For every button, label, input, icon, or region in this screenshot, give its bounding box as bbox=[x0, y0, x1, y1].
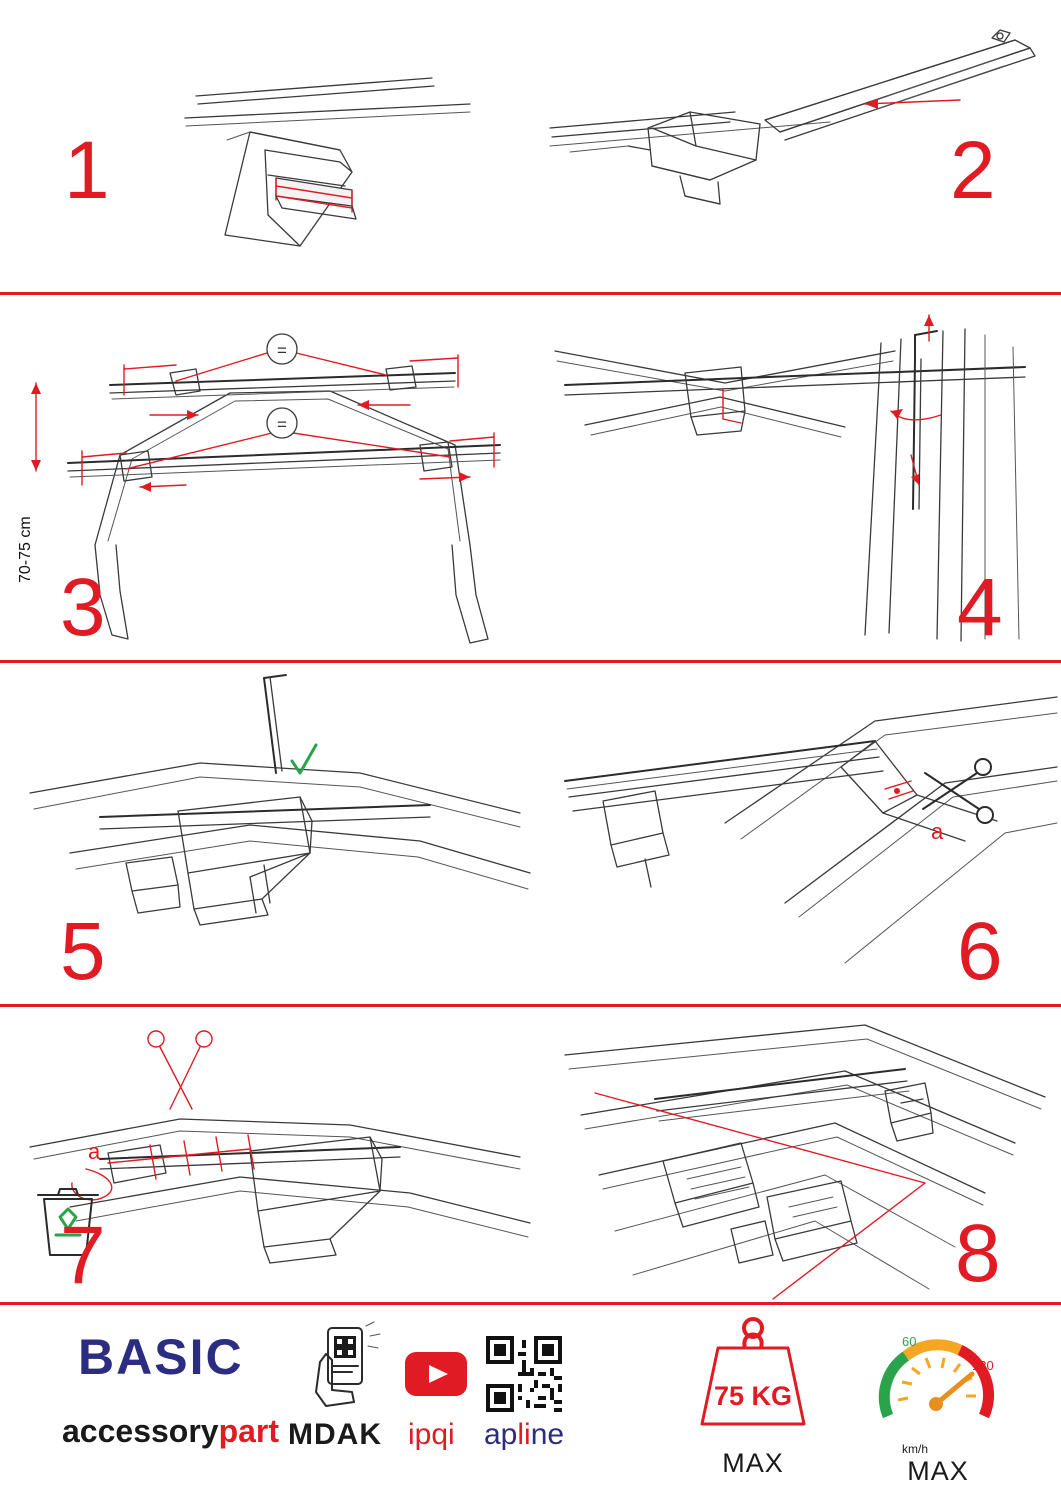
step-3-number: 3 bbox=[60, 562, 106, 653]
max-load-value: 75 KG bbox=[713, 1381, 793, 1411]
step-8-panel bbox=[545, 1007, 1061, 1302]
brand-accessorypart-label: accessorypart bbox=[62, 1413, 280, 1449]
step-5-panel bbox=[0, 663, 545, 1004]
step-2-panel bbox=[530, 0, 1061, 292]
max-speed-icon bbox=[868, 1312, 1008, 1440]
distance-label: 70-75 cm bbox=[17, 516, 34, 583]
speed-unit-label: km/h bbox=[902, 1442, 929, 1456]
step-6-number: 6 bbox=[957, 906, 1003, 997]
step-8-number: 8 bbox=[955, 1208, 1001, 1299]
step-2-number: 2 bbox=[950, 125, 996, 216]
brand-apline-label: apline bbox=[484, 1418, 565, 1451]
svg-text:120: 120 bbox=[972, 1358, 994, 1373]
svg-text:=: = bbox=[277, 415, 287, 434]
step-7-panel bbox=[0, 1007, 545, 1302]
step-1-panel bbox=[0, 0, 530, 292]
svg-text:60: 60 bbox=[902, 1334, 917, 1349]
step-7-number: 7 bbox=[60, 1210, 106, 1301]
step-4-number: 4 bbox=[957, 562, 1003, 653]
step-5-number: 5 bbox=[60, 906, 106, 997]
step-1-number: 1 bbox=[64, 125, 110, 216]
footer bbox=[0, 1300, 1061, 1500]
max-load-label: MAX bbox=[722, 1448, 784, 1478]
label-a: a bbox=[931, 819, 944, 844]
scissors-icon bbox=[148, 1031, 212, 1109]
step-6-panel bbox=[545, 663, 1061, 1004]
svg-text:=: = bbox=[277, 341, 287, 360]
max-speed-label: MAX bbox=[907, 1456, 969, 1486]
hand-scan-qr-icon bbox=[306, 1322, 384, 1410]
youtube-play-icon[interactable] bbox=[405, 1352, 467, 1396]
brand-mdak-label: MDAK bbox=[288, 1418, 382, 1451]
brand-basic-label: BASIC bbox=[78, 1329, 244, 1385]
step-4-panel bbox=[545, 295, 1061, 660]
label-a: a bbox=[88, 1139, 101, 1164]
step-3-panel bbox=[0, 295, 545, 660]
qr-code-icon[interactable] bbox=[486, 1336, 562, 1412]
brand-ipqi-label: ipqi bbox=[408, 1418, 455, 1451]
max-load-icon bbox=[688, 1312, 818, 1432]
